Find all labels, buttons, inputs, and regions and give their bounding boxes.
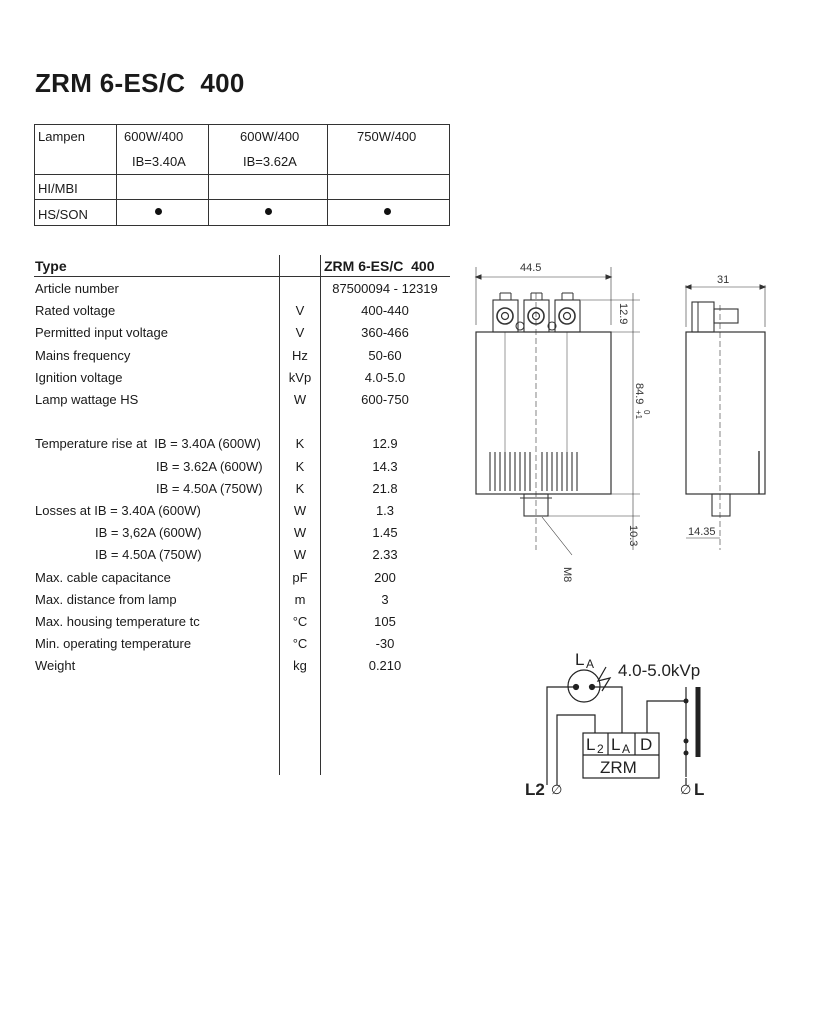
svg-text:∅: ∅ xyxy=(551,782,563,797)
dim-body-height: 84.9 xyxy=(633,383,645,405)
spec-value: 87500094 - 12319 xyxy=(332,281,438,296)
spec-value: 360-466 xyxy=(361,325,409,340)
spec-header-value: ZRM 6-ES/C 400 xyxy=(324,258,435,274)
dim-terminal-height: 12.9 xyxy=(617,303,629,325)
col-3-wattage: 750W/400 xyxy=(357,129,417,144)
spec-value: 1.45 xyxy=(372,525,398,540)
hs-son-dot-2 xyxy=(265,208,272,215)
spec-value: 21.8 xyxy=(372,481,398,496)
spec-unit: K xyxy=(295,436,305,451)
spec-value: 0.210 xyxy=(368,658,402,673)
dim-width-side: 31 xyxy=(717,274,730,286)
spec-label: Losses at IB = 3.40A (600W) xyxy=(35,503,201,518)
spec-unit: pF xyxy=(292,570,308,585)
spec-label: IB = 3.62A (600W) xyxy=(156,459,263,474)
terminal-d: D xyxy=(640,735,653,754)
dim-stud-length: 10.3 xyxy=(627,525,639,547)
dim-tolerance-upper: +1 xyxy=(634,410,643,420)
right-terminal-label: L xyxy=(694,780,705,799)
device-label: ZRM xyxy=(600,758,637,777)
spec-label: Article number xyxy=(35,281,119,296)
spec-value: 4.0-5.0 xyxy=(364,370,406,385)
svg-text:∅: ∅ xyxy=(680,782,692,797)
spec-unit: V xyxy=(295,303,305,318)
spec-label: Mains frequency xyxy=(35,348,131,363)
spec-label: Lamp wattage HS xyxy=(35,392,139,407)
page-title: ZRM 6-ES/C 400 xyxy=(35,68,245,98)
spec-unit: K xyxy=(295,459,305,474)
spec-value: 200 xyxy=(374,570,396,585)
row-label-hs-son: HS/SON xyxy=(38,207,88,222)
col-2-current: IB=3.62A xyxy=(243,154,297,169)
col-1-current: IB=3.40A xyxy=(132,154,186,169)
spec-value: 50-60 xyxy=(368,348,402,363)
terminal-la-sub: A xyxy=(622,742,631,756)
spec-value: -30 xyxy=(375,636,395,651)
spec-unit: Hz xyxy=(292,348,308,363)
circuit-diagram xyxy=(520,645,740,805)
dimension-drawing xyxy=(460,255,790,595)
terminal-l2: L xyxy=(586,735,596,754)
col-1-wattage: 600W/400 xyxy=(124,129,184,144)
spec-unit: kg xyxy=(293,658,307,673)
spec-label: Permitted input voltage xyxy=(35,325,168,340)
spec-label: Max. cable capacitance xyxy=(35,570,171,585)
spec-unit: W xyxy=(293,547,307,562)
spec-unit: °C xyxy=(292,614,308,629)
spec-label: Max. housing temperature tc xyxy=(35,614,200,629)
left-terminal-label: L2 xyxy=(525,780,545,799)
row-label-hi-mbi: HI/MBI xyxy=(38,181,78,196)
terminal-l2-sub: 2 xyxy=(597,742,604,756)
spec-unit: W xyxy=(293,503,307,518)
spec-label: IB = 4.50A (750W) xyxy=(95,547,202,562)
spec-value: 600-750 xyxy=(361,392,409,407)
spec-value: 12.9 xyxy=(372,436,398,451)
spec-value: 3 xyxy=(381,592,389,607)
terminal-la: L xyxy=(611,735,621,754)
spec-label: Rated voltage xyxy=(35,303,116,318)
spec-unit: W xyxy=(293,392,307,407)
spec-label: Weight xyxy=(35,658,76,673)
spec-label: Min. operating temperature xyxy=(35,636,192,651)
dim-stud-offset: 14.35 xyxy=(688,526,716,538)
lamp-label-sub: A xyxy=(586,657,595,671)
spec-value: 2.33 xyxy=(372,547,398,562)
hs-son-dot-1 xyxy=(155,208,162,215)
ignition-voltage-label: 4.0-5.0kVp xyxy=(618,661,701,680)
spec-value: 105 xyxy=(374,614,396,629)
lamp-table xyxy=(34,124,450,226)
dim-width-front: 44.5 xyxy=(520,262,542,274)
spec-label: Ignition voltage xyxy=(35,370,123,385)
lamp-label: L xyxy=(575,650,585,669)
dim-thread: M8 xyxy=(561,567,573,583)
spec-header-type: Type xyxy=(35,258,67,274)
spec-label: IB = 3,62A (600W) xyxy=(95,525,202,540)
spec-value: 1.3 xyxy=(375,503,395,518)
spec-unit: W xyxy=(293,525,307,540)
spec-unit: kVp xyxy=(288,370,312,385)
spec-label: IB = 4.50A (750W) xyxy=(156,481,263,496)
spec-value: 400-440 xyxy=(361,303,409,318)
spec-unit: °C xyxy=(292,636,308,651)
spec-label: Temperature rise at IB = 3.40A (600W) xyxy=(35,436,261,451)
spec-unit: m xyxy=(294,592,306,607)
spec-label: Max. distance from lamp xyxy=(35,592,177,607)
spec-unit: V xyxy=(295,325,305,340)
row-label-lampen: Lampen xyxy=(38,129,85,144)
hs-son-dot-3 xyxy=(384,208,391,215)
dim-tolerance-lower: 0 xyxy=(642,410,651,415)
spec-value: 14.3 xyxy=(372,459,398,474)
col-2-wattage: 600W/400 xyxy=(240,129,300,144)
spec-unit: K xyxy=(295,481,305,496)
